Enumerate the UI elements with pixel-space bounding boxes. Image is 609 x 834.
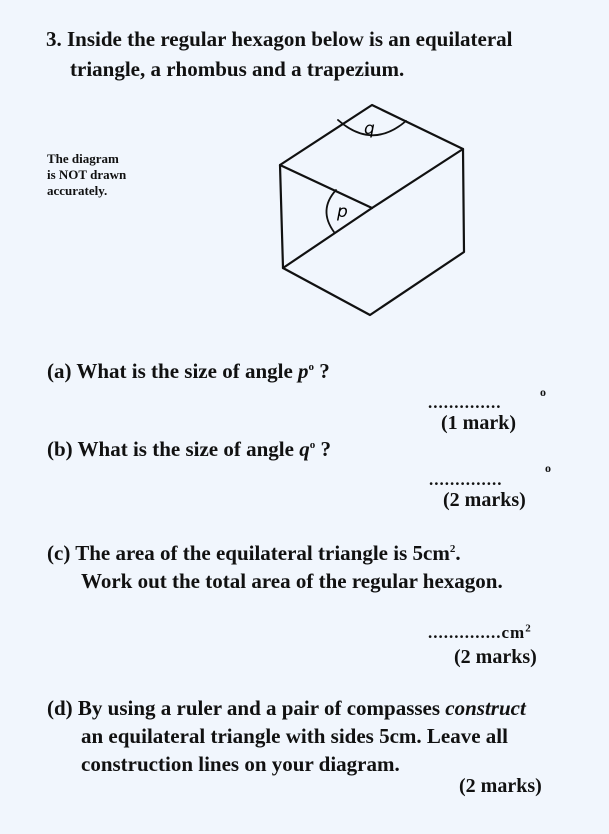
part-b-deg: o (309, 439, 316, 451)
label-q: q (364, 119, 375, 139)
part-a-deg: o (308, 361, 315, 373)
part-c-answer-unit: cm (501, 623, 526, 642)
angle-p-arc (326, 190, 336, 232)
part-d-text-3: construction lines on your diagram. (81, 752, 400, 776)
part-a-answer-line[interactable]: .............. (428, 393, 502, 412)
part-d-question (47, 694, 526, 778)
part-b-var: q (299, 437, 310, 461)
part-c-question (47, 539, 503, 595)
part-c-answer-sup: 2 (525, 622, 532, 635)
part-a-label: (a) (47, 359, 72, 383)
part-d-text-2: an equilateral triangle with sides 5cm. Leave all (81, 724, 508, 748)
part-b-text: What is the size of angle (77, 437, 294, 461)
diagram-note (47, 151, 126, 199)
note-line-1: The diagram (47, 151, 119, 166)
part-d-text-1b: construct (445, 696, 526, 720)
question-line-1: Inside the regular hexagon below is an equilateral (67, 27, 513, 51)
part-c-label: (c) (47, 541, 71, 565)
part-a-question (47, 357, 330, 385)
part-c-answer-line[interactable] (428, 623, 532, 643)
part-c-sup: 2 (449, 543, 456, 555)
part-a-answer-unit: o (540, 385, 546, 399)
label-p: p (337, 202, 348, 222)
part-b-label: (b) (47, 437, 73, 461)
hexagon-diagram (270, 100, 480, 320)
part-b-marks: (2 marks) (443, 489, 526, 511)
part-b-answer-unit: o (545, 461, 551, 475)
question-number: 3. (46, 27, 62, 51)
inner-edge (372, 149, 463, 208)
rhombus-top-edge (280, 165, 372, 208)
part-c-text-2: Work out the total area of the regular hexagon. (81, 569, 503, 593)
part-d-marks: (2 marks) (459, 775, 542, 797)
question-line-2: triangle, a rhombus and a trapezium. (70, 57, 405, 81)
part-d-text-1a: By using a ruler and a pair of compasses (77, 696, 441, 720)
part-c-answer-dots: .............. (428, 623, 502, 642)
part-a-var: p (298, 359, 309, 383)
part-a-text: What is the size of angle (76, 359, 293, 383)
note-line-3: accurately. (47, 183, 108, 198)
question-heading (46, 24, 513, 84)
part-c-text-1: The area of the equilateral triangle is 5cm (75, 541, 450, 565)
part-c-marks: (2 marks) (454, 646, 537, 668)
note-line-2: is NOT drawn (47, 167, 127, 182)
part-b-tail: ? (320, 437, 331, 461)
part-b-question (47, 435, 331, 463)
part-c-tail: . (455, 541, 461, 565)
part-d-label: (d) (47, 696, 73, 720)
part-a-tail: ? (319, 359, 330, 383)
part-b-answer-line[interactable]: .............. (429, 470, 503, 489)
part-a-marks: (1 mark) (441, 412, 516, 434)
